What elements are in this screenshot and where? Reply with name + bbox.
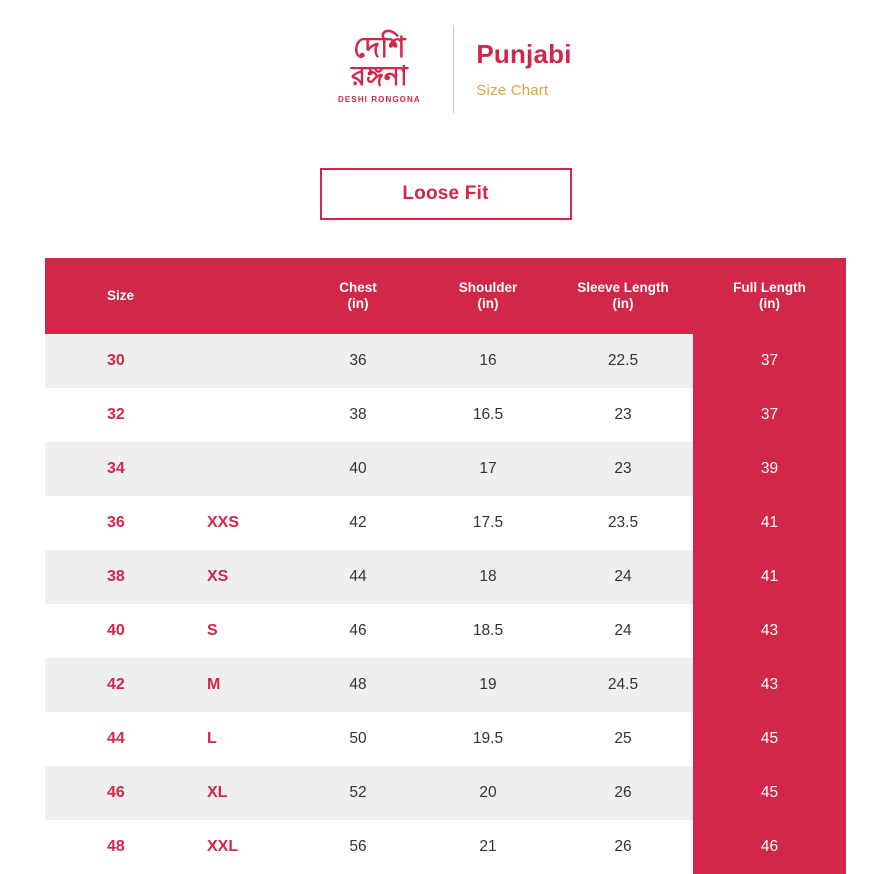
cell-size: 42: [45, 658, 205, 712]
cell-chest: 56: [293, 820, 423, 874]
cell-size-alpha: L: [205, 712, 293, 766]
table-row: [45, 766, 846, 820]
table-row: [45, 604, 846, 658]
cell-full-length: 37: [693, 334, 846, 388]
table-row: [45, 388, 846, 442]
cell-sleeve: 23.5: [553, 496, 693, 550]
column-header-full-unit: (in): [759, 296, 781, 311]
cell-chest: 36: [293, 334, 423, 388]
cell-shoulder: 16.5: [423, 388, 553, 442]
logo-line-1: দেশি: [353, 31, 406, 64]
table-header: [45, 258, 846, 334]
cell-size-alpha: [205, 388, 293, 442]
cell-full-length: 45: [693, 712, 846, 766]
cell-full-length: 45: [693, 766, 846, 820]
column-header-sleeve: [553, 258, 693, 334]
cell-chest: 46: [293, 604, 423, 658]
header-divider: [453, 25, 454, 113]
cell-shoulder: 17: [423, 442, 553, 496]
cell-chest: 40: [293, 442, 423, 496]
cell-size: 40: [45, 604, 205, 658]
column-header-sleeve-unit: (in): [612, 296, 634, 311]
cell-sleeve: 24: [553, 550, 693, 604]
cell-shoulder: 20: [423, 766, 553, 820]
cell-full-length: 41: [693, 550, 846, 604]
table-header-row: [45, 258, 846, 334]
column-header-chest: [293, 258, 423, 334]
cell-chest: 52: [293, 766, 423, 820]
table-row: [45, 496, 846, 550]
cell-sleeve: 24.5: [553, 658, 693, 712]
page-subtitle: Size Chart: [476, 82, 549, 99]
cell-size-alpha: S: [205, 604, 293, 658]
cell-shoulder: 17.5: [423, 496, 553, 550]
table-body: [45, 334, 846, 874]
cell-size: 32: [45, 388, 205, 442]
size-chart-table: [45, 258, 846, 874]
table-row: [45, 658, 846, 712]
cell-size: 36: [45, 496, 205, 550]
cell-full-length: 39: [693, 442, 846, 496]
cell-sleeve: 24: [553, 604, 693, 658]
column-header-shoulder-label: Shoulder: [458, 280, 518, 296]
cell-sleeve: 22.5: [553, 334, 693, 388]
title-block: [476, 25, 571, 113]
size-table-wrap: [0, 258, 891, 874]
cell-sleeve: 26: [553, 766, 693, 820]
column-header-size: [45, 258, 293, 334]
column-header-shoulder: [423, 258, 553, 334]
table-row: [45, 550, 846, 604]
cell-shoulder: 16: [423, 334, 553, 388]
cell-full-length: 37: [693, 388, 846, 442]
cell-size-alpha: XL: [205, 766, 293, 820]
logo-subtext: DESHI RONGONA: [337, 95, 421, 105]
cell-size-alpha: XXS: [205, 496, 293, 550]
cell-size-alpha: [205, 334, 293, 388]
cell-size: 48: [45, 820, 205, 874]
table-row: [45, 820, 846, 874]
fit-badge-wrap: [0, 168, 891, 220]
table-row: [45, 334, 846, 388]
column-header-sleeve-label: Sleeve Length: [577, 280, 669, 296]
column-header-full-label: Full Length: [733, 280, 806, 296]
fit-badge: Loose Fit: [320, 168, 572, 220]
cell-shoulder: 21: [423, 820, 553, 874]
page-title: Punjabi: [476, 39, 572, 69]
cell-chest: 44: [293, 550, 423, 604]
cell-sleeve: 25: [553, 712, 693, 766]
column-header-chest-unit: (in): [347, 296, 369, 311]
cell-size: 34: [45, 442, 205, 496]
column-header-size-label: Size: [107, 288, 135, 304]
brand-logo: [319, 31, 439, 105]
cell-chest: 38: [293, 388, 423, 442]
cell-size: 46: [45, 766, 205, 820]
cell-full-length: 43: [693, 604, 846, 658]
table-row: [45, 712, 846, 766]
cell-full-length: 41: [693, 496, 846, 550]
cell-shoulder: 18: [423, 550, 553, 604]
column-header-shoulder-unit: (in): [477, 296, 499, 311]
cell-shoulder: 19: [423, 658, 553, 712]
page-header: [0, 0, 891, 112]
cell-shoulder: 18.5: [423, 604, 553, 658]
cell-size: 38: [45, 550, 205, 604]
logo-mark-icon: [350, 31, 408, 91]
cell-size: 30: [45, 334, 205, 388]
table-row: [45, 442, 846, 496]
cell-full-length: 46: [693, 820, 846, 874]
cell-size-alpha: M: [205, 658, 293, 712]
cell-size-alpha: XS: [205, 550, 293, 604]
cell-chest: 48: [293, 658, 423, 712]
cell-shoulder: 19.5: [423, 712, 553, 766]
cell-size-alpha: [205, 442, 293, 496]
cell-size-alpha: XXL: [205, 820, 293, 874]
cell-chest: 50: [293, 712, 423, 766]
cell-full-length: 43: [693, 658, 846, 712]
column-header-full: [693, 258, 846, 334]
cell-sleeve: 23: [553, 442, 693, 496]
cell-chest: 42: [293, 496, 423, 550]
logo-line-2: রঙ্গনা: [350, 60, 408, 91]
cell-sleeve: 23: [553, 388, 693, 442]
cell-sleeve: 26: [553, 820, 693, 874]
cell-size: 44: [45, 712, 205, 766]
column-header-chest-label: Chest: [339, 280, 377, 296]
